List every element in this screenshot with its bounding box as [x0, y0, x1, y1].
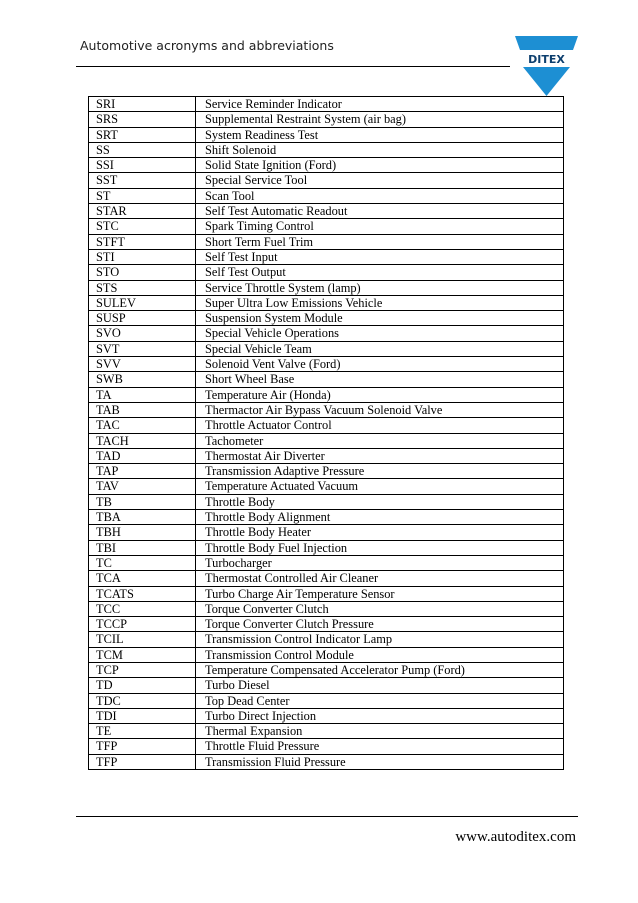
definition-cell: Spark Timing Control — [196, 219, 564, 234]
table-row — [89, 678, 564, 693]
definition-cell: Throttle Body Heater — [196, 525, 564, 540]
acronym-table-body — [89, 97, 564, 770]
acronym-cell: SRS — [89, 112, 196, 127]
definition-cell: Solenoid Vent Valve (Ford) — [196, 357, 564, 372]
table-row — [89, 357, 564, 372]
definition-cell: Transmission Control Indicator Lamp — [196, 632, 564, 647]
acronym-cell: TBH — [89, 525, 196, 540]
definition-cell: Scan Tool — [196, 188, 564, 203]
acronym-cell: TD — [89, 678, 196, 693]
definition-cell: Turbo Diesel — [196, 678, 564, 693]
acronym-cell: SSI — [89, 158, 196, 173]
acronym-cell: TE — [89, 724, 196, 739]
acronym-cell: TA — [89, 387, 196, 402]
page-header-title: Automotive acronyms and abbreviations — [80, 38, 334, 53]
footer-divider — [76, 816, 578, 817]
acronym-cell: SS — [89, 142, 196, 157]
table-row — [89, 402, 564, 417]
table-row — [89, 693, 564, 708]
definition-cell: Temperature Compensated Accelerator Pump (Ford) — [196, 662, 564, 677]
acronym-cell: SUSP — [89, 311, 196, 326]
table-row — [89, 479, 564, 494]
definition-cell: Temperature Actuated Vacuum — [196, 479, 564, 494]
acronym-cell: STFT — [89, 234, 196, 249]
table-row — [89, 311, 564, 326]
definition-cell: Service Throttle System (lamp) — [196, 280, 564, 295]
acronym-cell: TBI — [89, 540, 196, 555]
table-row — [89, 234, 564, 249]
definition-cell: Throttle Body — [196, 494, 564, 509]
definition-cell: Temperature Air (Honda) — [196, 387, 564, 402]
definition-cell: Special Vehicle Team — [196, 341, 564, 356]
table-row — [89, 540, 564, 555]
table-row — [89, 448, 564, 463]
definition-cell: Service Reminder Indicator — [196, 97, 564, 112]
acronym-cell: STS — [89, 280, 196, 295]
table-row — [89, 724, 564, 739]
definition-cell: Supplemental Restraint System (air bag) — [196, 112, 564, 127]
acronym-cell: TCP — [89, 662, 196, 677]
acronym-cell: TB — [89, 494, 196, 509]
definition-cell: Throttle Fluid Pressure — [196, 739, 564, 754]
table-row — [89, 158, 564, 173]
definition-cell: Self Test Automatic Readout — [196, 204, 564, 219]
acronym-cell: STI — [89, 249, 196, 264]
definition-cell: Shift Solenoid — [196, 142, 564, 157]
table-row — [89, 326, 564, 341]
table-row — [89, 97, 564, 112]
logo-bottom-triangle — [523, 67, 570, 96]
definition-cell: Torque Converter Clutch — [196, 601, 564, 616]
definition-cell: Throttle Actuator Control — [196, 418, 564, 433]
table-row — [89, 341, 564, 356]
definition-cell: Short Wheel Base — [196, 372, 564, 387]
table-row — [89, 265, 564, 280]
acronym-cell: TCM — [89, 647, 196, 662]
table-row — [89, 204, 564, 219]
acronym-cell: TAC — [89, 418, 196, 433]
logo-text: DITEX — [528, 53, 565, 66]
acronym-cell: SULEV — [89, 295, 196, 310]
logo-top-band — [515, 36, 578, 50]
acronym-cell: TC — [89, 555, 196, 570]
acronym-cell: SVT — [89, 341, 196, 356]
definition-cell: Torque Converter Clutch Pressure — [196, 617, 564, 632]
definition-cell: Top Dead Center — [196, 693, 564, 708]
table-row — [89, 295, 564, 310]
definition-cell: Transmission Fluid Pressure — [196, 754, 564, 769]
table-row — [89, 418, 564, 433]
table-row — [89, 127, 564, 142]
table-row — [89, 525, 564, 540]
table-row — [89, 510, 564, 525]
table-row — [89, 173, 564, 188]
acronym-cell: TAB — [89, 402, 196, 417]
definition-cell: Thermactor Air Bypass Vacuum Solenoid Valve — [196, 402, 564, 417]
acronym-cell: TCA — [89, 571, 196, 586]
ditex-logo — [515, 36, 578, 96]
acronym-cell: STC — [89, 219, 196, 234]
table-row — [89, 601, 564, 616]
table-row — [89, 555, 564, 570]
acronym-cell: SRI — [89, 97, 196, 112]
acronym-cell: STAR — [89, 204, 196, 219]
table-row — [89, 647, 564, 662]
table-row — [89, 754, 564, 769]
acronym-cell: ST — [89, 188, 196, 203]
table-row — [89, 586, 564, 601]
acronym-cell: TFP — [89, 754, 196, 769]
acronym-cell: STO — [89, 265, 196, 280]
table-row — [89, 571, 564, 586]
acronym-cell: TFP — [89, 739, 196, 754]
definition-cell: Transmission Adaptive Pressure — [196, 464, 564, 479]
definition-cell: Throttle Body Alignment — [196, 510, 564, 525]
acronym-cell: TCC — [89, 601, 196, 616]
definition-cell: Special Vehicle Operations — [196, 326, 564, 341]
definition-cell: Turbo Charge Air Temperature Sensor — [196, 586, 564, 601]
definition-cell: Short Term Fuel Trim — [196, 234, 564, 249]
footer-url: www.autoditex.com — [455, 829, 576, 845]
definition-cell: Turbocharger — [196, 555, 564, 570]
definition-cell: Special Service Tool — [196, 173, 564, 188]
acronym-cell: TACH — [89, 433, 196, 448]
table-row — [89, 617, 564, 632]
table-row — [89, 464, 564, 479]
table-row — [89, 662, 564, 677]
definition-cell: Solid State Ignition (Ford) — [196, 158, 564, 173]
acronym-cell: SRT — [89, 127, 196, 142]
table-row — [89, 142, 564, 157]
table-row — [89, 219, 564, 234]
definition-cell: Self Test Input — [196, 249, 564, 264]
table-row — [89, 249, 564, 264]
acronym-cell: SVV — [89, 357, 196, 372]
definition-cell: Tachometer — [196, 433, 564, 448]
acronym-table — [88, 96, 564, 770]
table-row — [89, 433, 564, 448]
table-row — [89, 372, 564, 387]
acronym-cell: SWB — [89, 372, 196, 387]
acronym-cell: TDC — [89, 693, 196, 708]
table-row — [89, 494, 564, 509]
table-row — [89, 632, 564, 647]
table-row — [89, 739, 564, 754]
table-row — [89, 112, 564, 127]
definition-cell: System Readiness Test — [196, 127, 564, 142]
acronym-cell: TCCP — [89, 617, 196, 632]
acronym-cell: TCATS — [89, 586, 196, 601]
acronym-cell: TAD — [89, 448, 196, 463]
header-divider — [76, 66, 510, 67]
acronym-cell: TBA — [89, 510, 196, 525]
acronym-cell: TDI — [89, 708, 196, 723]
table-row — [89, 387, 564, 402]
definition-cell: Self Test Output — [196, 265, 564, 280]
definition-cell: Thermostat Controlled Air Cleaner — [196, 571, 564, 586]
definition-cell: Super Ultra Low Emissions Vehicle — [196, 295, 564, 310]
acronym-cell: TCIL — [89, 632, 196, 647]
definition-cell: Turbo Direct Injection — [196, 708, 564, 723]
acronym-cell: SST — [89, 173, 196, 188]
acronym-cell: TAV — [89, 479, 196, 494]
definition-cell: Throttle Body Fuel Injection — [196, 540, 564, 555]
definition-cell: Thermostat Air Diverter — [196, 448, 564, 463]
table-row — [89, 708, 564, 723]
definition-cell: Transmission Control Module — [196, 647, 564, 662]
definition-cell: Thermal Expansion — [196, 724, 564, 739]
table-row — [89, 188, 564, 203]
definition-cell: Suspension System Module — [196, 311, 564, 326]
table-row — [89, 280, 564, 295]
acronym-cell: SVO — [89, 326, 196, 341]
acronym-cell: TAP — [89, 464, 196, 479]
